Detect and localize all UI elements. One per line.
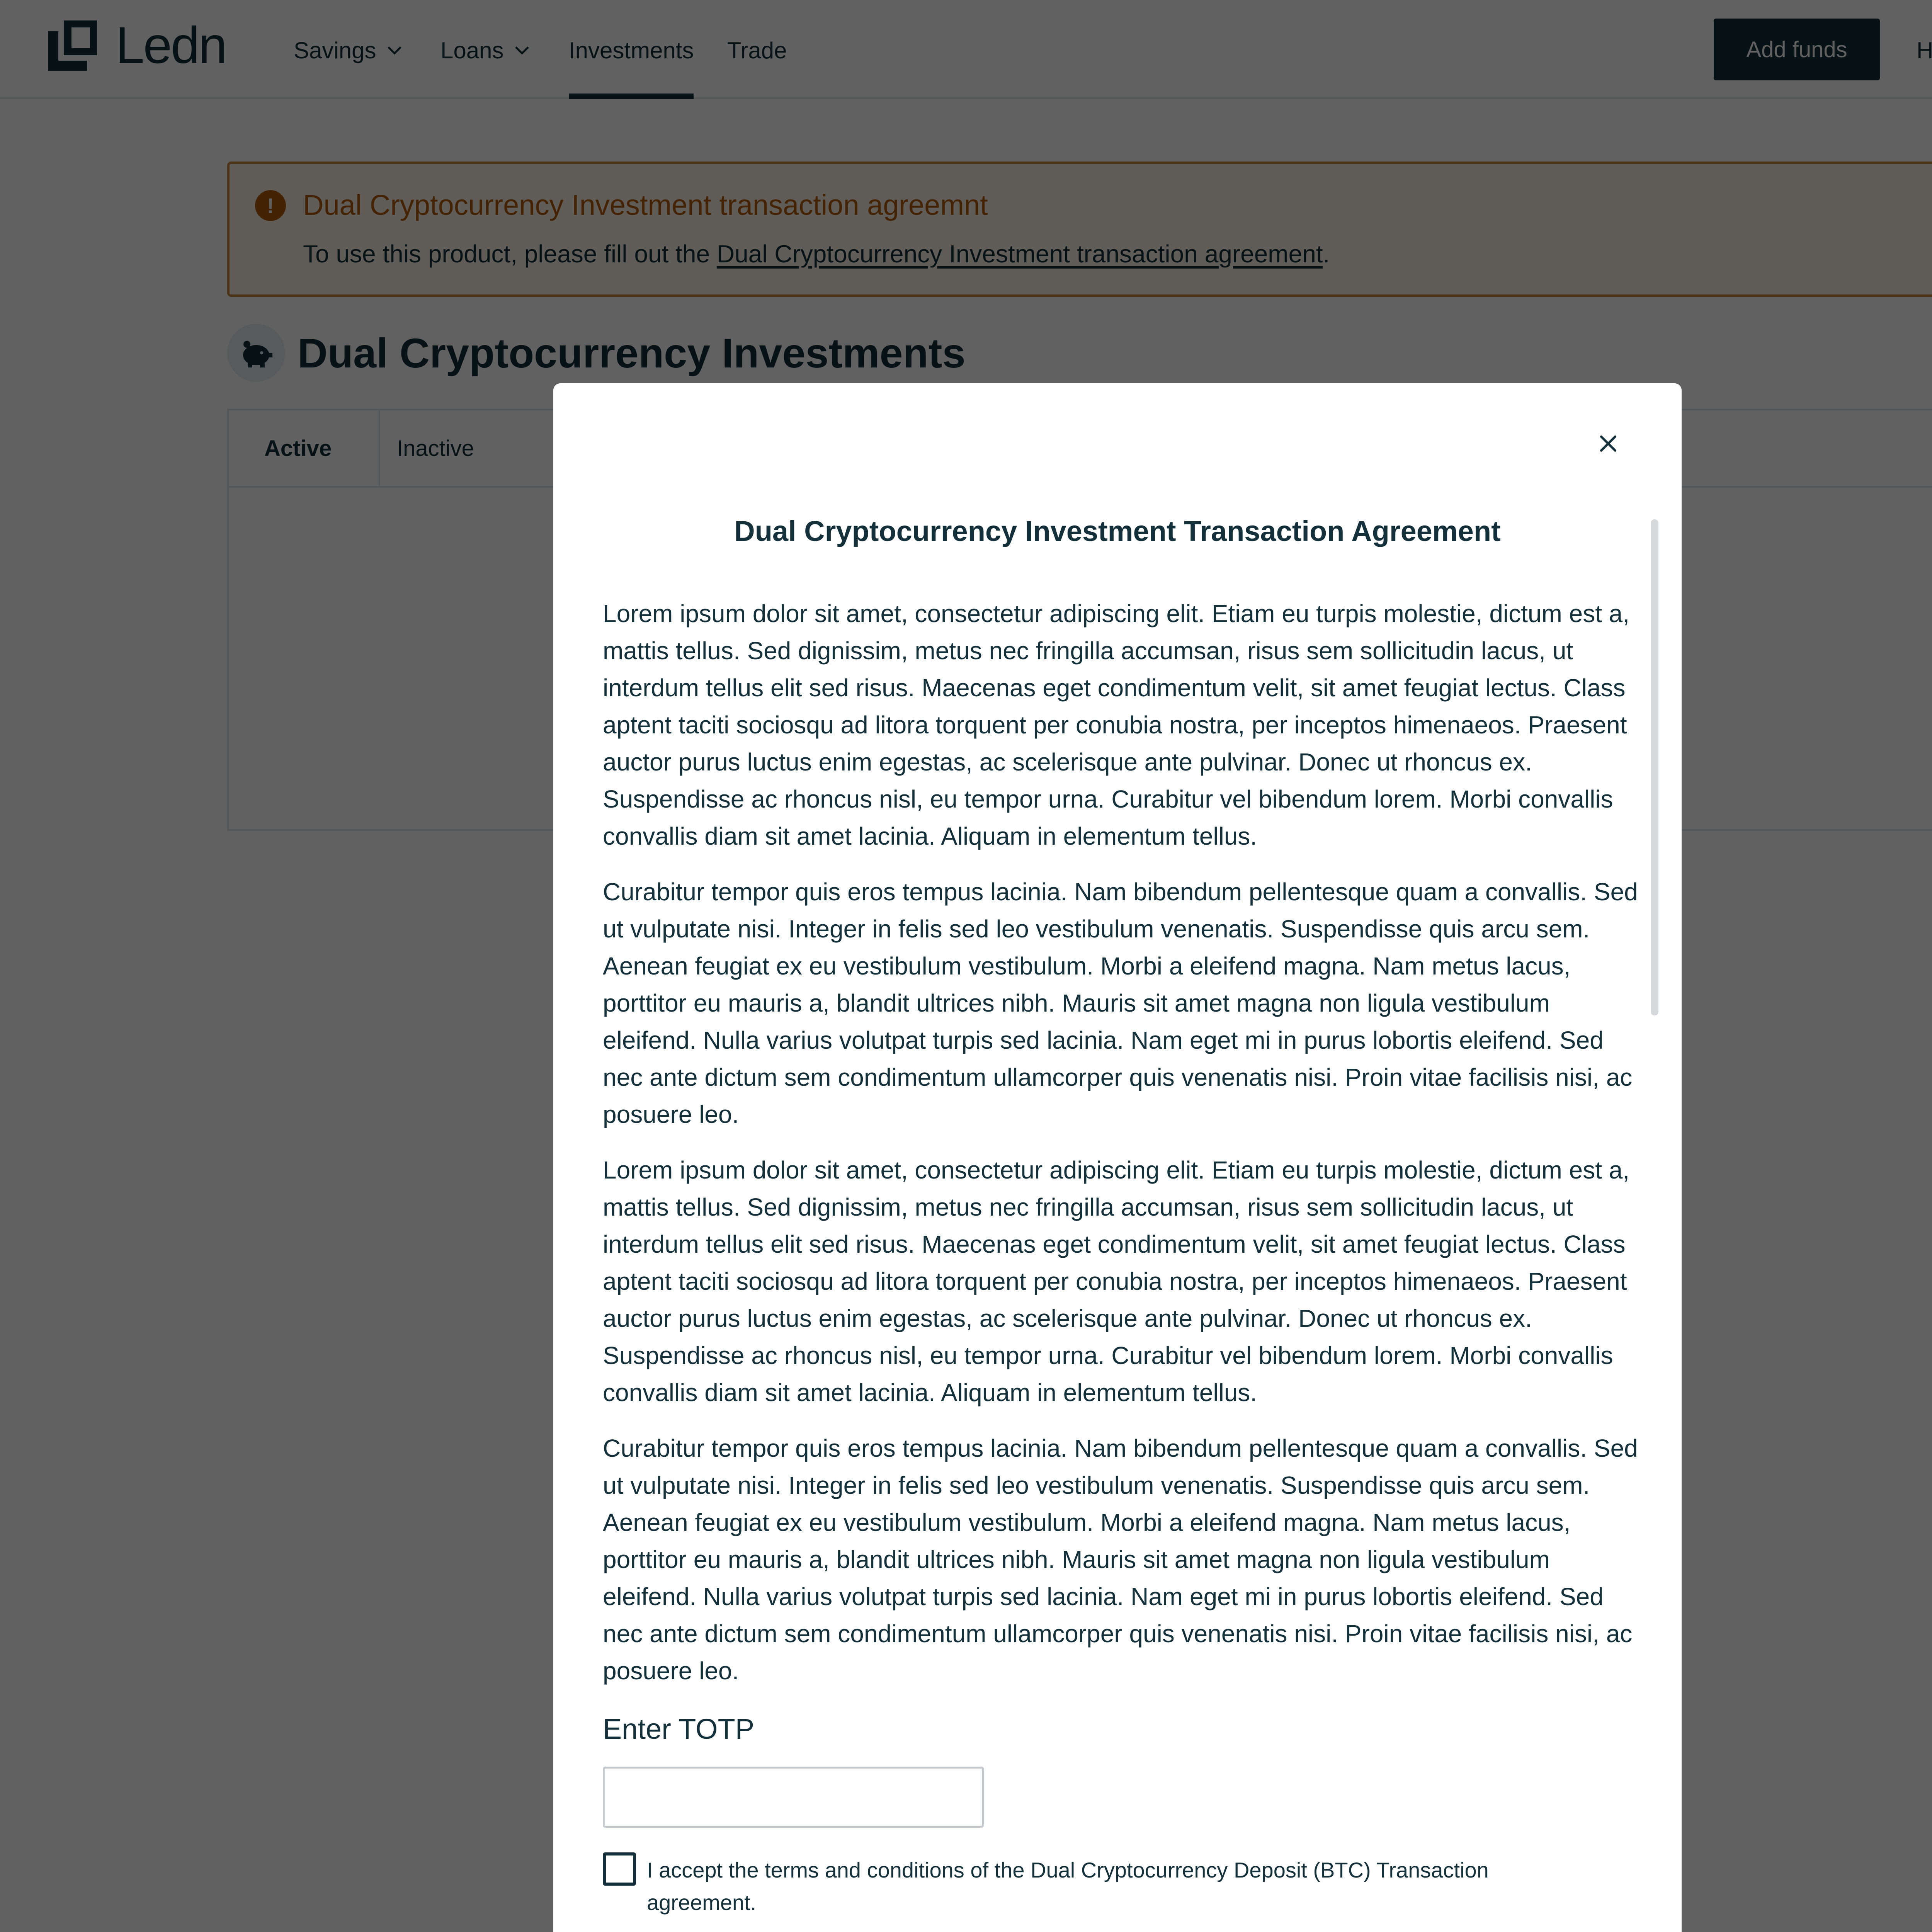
terms-label: I accept the terms and conditions of the Dual Cryptocurrency Deposit (BTC) Transaction agreement.	[647, 1858, 1489, 1915]
agreement-paragraph: Curabitur tempor quis eros tempus lacinia. Nam bibendum pellentesque quam a convallis. Sed ut vulputate nisi. Integer in felis sed leo vestibulum venenatis. Suspendisse quis arcu sem. Aenean feugiat ex eu vestibulum vestibulum. Morbi a eleifend magna. Nam metus lacus, porttitor eu mauris a, blandit ultrices nibh. Mauris sit amet magna non ligula vestibulum eleifend. Nulla varius volutpat turpis sed lacinia. Nam eget mi in purus lobortis eleifend. Sed nec ante dictum sem condimentum ullamcorper quis venenatis nisi. Proin vitae facilisis nisi, ac posuere leo.	[603, 878, 1638, 1128]
agreement-paragraph: Lorem ipsum dolor sit amet, consectetur adipiscing elit. Etiam eu turpis molestie, dictum est a, mattis tellus. Sed dignissim, metus nec fringilla accumsan, risus sem sollicitudin lacus, ut interdum tellus elit sed risus. Maecenas eget condimentum velit, sit amet feugiat lectus. Class aptent taciti sociosqu ad litora torquent per conubia nostra, per inceptos himenaeos. Praesent auctor purus luctus enim egestas, ac scelerisque ante pulvinar. Donec ut rhoncus ex. Suspendisse ac rhoncus nisl, eu tempor urna. Curabitur vel bibendum lorem. Morbi convallis convallis diam sit amet lacinia. Aliquam in elementum tellus.	[603, 1156, 1630, 1406]
modal-scrollbar-thumb[interactable]	[1651, 519, 1658, 1015]
close-icon[interactable]	[1597, 433, 1619, 454]
agreement-paragraph: Lorem ipsum dolor sit amet, consectetur adipiscing elit. Etiam eu turpis molestie, dictum est a, mattis tellus. Sed dignissim, metus nec fringilla accumsan, risus sem sollicitudin lacus, ut interdum tellus elit sed risus. Maecenas eget condimentum velit, sit amet feugiat lectus. Class aptent taciti sociosqu ad litora torquent per conubia nostra, per inceptos himenaeos. Praesent auctor purus luctus enim egestas, ac scelerisque ante pulvinar. Donec ut rhoncus ex. Suspendisse ac rhoncus nisl, eu tempor urna. Curabitur vel bibendum lorem. Morbi convallis convallis diam sit amet lacinia. Aliquam in elementum tellus.	[603, 600, 1630, 850]
totp-label: Enter TOTP	[603, 1713, 755, 1745]
terms-checkbox[interactable]	[603, 1852, 636, 1886]
modal-title: Dual Cryptocurrency Investment Transaction Agreement	[734, 515, 1501, 547]
totp-input[interactable]	[603, 1767, 984, 1828]
agreement-modal	[553, 383, 1682, 1932]
agreement-text	[603, 595, 1646, 1708]
agreement-paragraph: Curabitur tempor quis eros tempus lacinia. Nam bibendum pellentesque quam a convallis. Sed ut vulputate nisi. Integer in felis sed leo vestibulum venenatis. Suspendisse quis arcu sem. Aenean feugiat ex eu vestibulum vestibulum. Morbi a eleifend magna. Nam metus lacus, porttitor eu mauris a, blandit ultrices nibh. Mauris sit amet magna non ligula vestibulum eleifend. Nulla varius volutpat turpis sed lacinia. Nam eget mi in purus lobortis eleifend. Sed nec ante dictum sem condimentum ullamcorper quis venenatis nisi. Proin vitae facilisis nisi, ac posuere leo.	[603, 1434, 1638, 1685]
